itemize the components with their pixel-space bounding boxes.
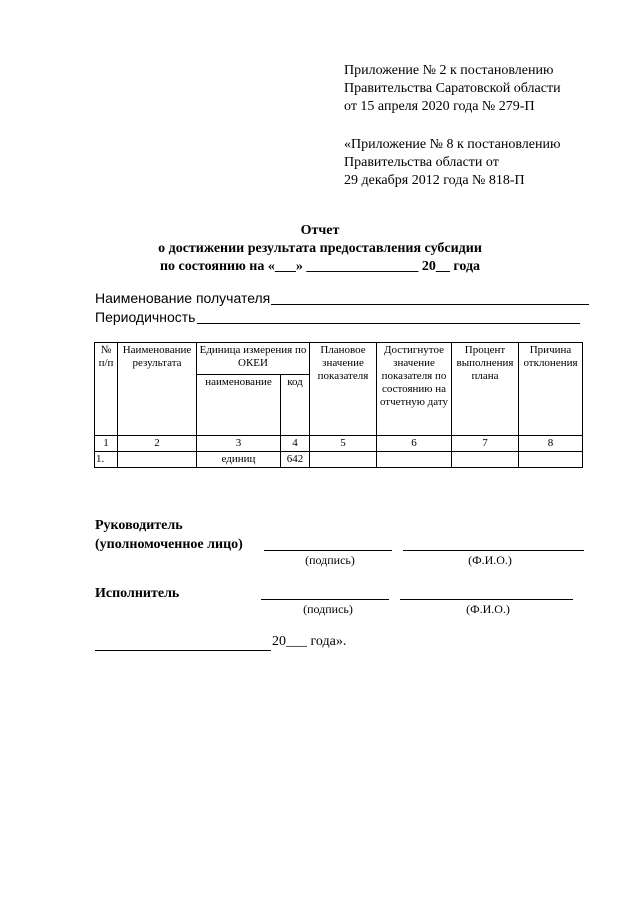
col-number: 1	[95, 436, 118, 452]
col-number: 8	[519, 436, 583, 452]
title-line: о достижении результата предоставления субсидии	[158, 241, 482, 256]
appendix-line: Правительства области от	[344, 155, 499, 170]
table-cell[interactable]	[377, 452, 452, 468]
table-cell: 642	[281, 452, 310, 468]
column-number-row	[95, 436, 583, 452]
appendix-block	[344, 62, 624, 190]
head-label: Руководитель	[95, 518, 183, 533]
col-number: 4	[281, 436, 310, 452]
appendix-line: 29 декабря 2012 года № 818-П	[344, 173, 525, 188]
head-label-sub: (уполномоченное лицо)	[95, 537, 243, 552]
appendix-line: Приложение № 2 к постановлению	[344, 63, 554, 78]
table-cell[interactable]	[452, 452, 519, 468]
col-number: 2	[118, 436, 197, 452]
col-number: 3	[197, 436, 281, 452]
head-signature-line[interactable]	[264, 550, 392, 551]
executor-signature-line[interactable]	[261, 599, 389, 600]
appendix-line: Правительства Саратовской области	[344, 81, 561, 96]
executor-name-line[interactable]	[400, 599, 573, 600]
table-cell[interactable]	[310, 452, 377, 468]
header-unit-code: код	[281, 375, 310, 436]
col-number: 7	[452, 436, 519, 452]
table-cell[interactable]	[118, 452, 197, 468]
table-cell[interactable]	[519, 452, 583, 468]
executor-label: Исполнитель	[95, 586, 180, 601]
header-num: № п/п	[95, 343, 118, 436]
head-name-caption: (Ф.И.О.)	[468, 553, 512, 567]
recipient-label: Наименование получателя	[95, 290, 271, 306]
appendix-line: от 15 апреля 2020 года № 279-П	[344, 99, 535, 114]
executor-sign-caption: (подпись)	[303, 602, 353, 616]
header-reason: Причина отклонения	[519, 343, 583, 436]
header-result: Наименование результата	[118, 343, 197, 436]
header-unit-name: наименование	[197, 375, 281, 436]
title-line: по состоянию на «___» ________________ 20__ года	[159, 259, 481, 274]
date-line[interactable]	[95, 650, 271, 651]
periodicity-field	[95, 309, 195, 325]
periodicity-label: Периодичность	[95, 309, 196, 325]
executor-name-caption: (Ф.И.О.)	[466, 602, 510, 616]
table-cell: 1.	[95, 452, 118, 468]
recipient-field	[95, 290, 270, 306]
table-cell: единиц	[197, 452, 281, 468]
head-sign-caption: (подпись)	[305, 553, 355, 567]
title-line: Отчет	[300, 223, 340, 238]
header-unit: Единица измерения по ОКЕИ	[197, 343, 310, 375]
header-percent: Процент выполнения плана	[452, 343, 519, 436]
col-number: 6	[377, 436, 452, 452]
header-achieved: Достигнутое значение показателя по состоянию на отчетную дату	[377, 343, 452, 436]
recipient-input-line[interactable]	[271, 304, 589, 305]
periodicity-input-line[interactable]	[197, 323, 580, 324]
head-name-line[interactable]	[403, 550, 584, 551]
header-plan: Плановое значение показателя	[310, 343, 377, 436]
col-number: 5	[310, 436, 377, 452]
report-table	[94, 342, 583, 468]
table-row	[95, 452, 583, 468]
report-title	[0, 222, 640, 276]
date-text: 20___ года».	[272, 634, 347, 649]
appendix-line: «Приложение № 8 к постановлению	[344, 137, 561, 152]
